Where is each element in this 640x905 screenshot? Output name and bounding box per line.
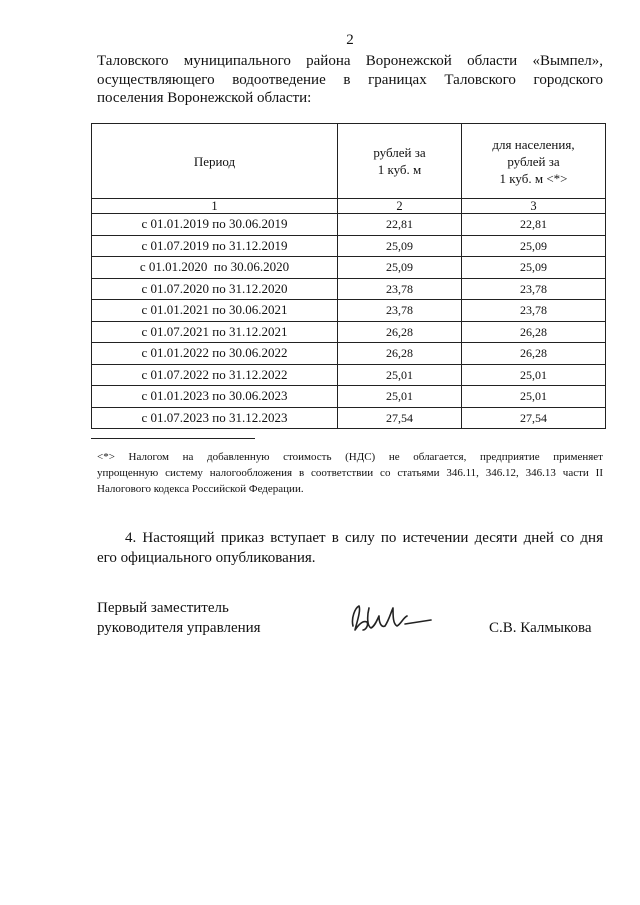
footnote [97, 449, 603, 497]
rate-cell: 26,28 [338, 343, 462, 365]
period-cell: с 01.07.2022 по 31.12.2022 [92, 364, 338, 386]
population-rate-cell: 23,78 [462, 278, 606, 300]
period-cell: с 01.01.2020 по 30.06.2020 [92, 257, 338, 279]
intro-line: осуществляющего водоотведение в границах Таловского городского [97, 71, 603, 88]
rate-cell: 27,54 [338, 407, 462, 429]
header-rate: рублей за 1 куб. м [338, 124, 462, 199]
rate-cell: 25,01 [338, 386, 462, 408]
rate-cell: 25,09 [338, 235, 462, 257]
table-row [92, 300, 606, 322]
population-rate-cell: 25,09 [462, 235, 606, 257]
population-rate-cell: 25,01 [462, 386, 606, 408]
population-rate-cell: 25,09 [462, 257, 606, 279]
footnote-divider [91, 438, 255, 439]
table-row [92, 407, 606, 429]
footnote-line: упрощенную систему налогообложения в соответствии со статьями 346.11, 346.12, 346.13 части II [97, 467, 603, 479]
footnote-line: <*> Налогом на добавленную стоимость (НДС) не облагается, предприятие применяет [97, 451, 603, 463]
handwritten-signature [345, 600, 435, 640]
tariff-table [91, 123, 606, 429]
period-cell: с 01.07.2023 по 31.12.2023 [92, 407, 338, 429]
clause-paragraph [97, 528, 603, 568]
period-cell: с 01.01.2023 по 30.06.2023 [92, 386, 338, 408]
signer-position-line: руководителя управления [97, 620, 261, 636]
table-row [92, 343, 606, 365]
column-number: 3 [462, 199, 606, 214]
population-rate-cell: 26,28 [462, 321, 606, 343]
clause-line: его официального опубликования. [97, 550, 316, 566]
intro-line: Таловского муниципального района Воронежской области «Вымпел», [97, 53, 603, 69]
table-row [92, 278, 606, 300]
population-rate-cell: 26,28 [462, 343, 606, 365]
population-rate-cell: 23,78 [462, 300, 606, 322]
rate-cell: 22,81 [338, 214, 462, 236]
footnote-line: Налогового кодекса Российской Федерации. [97, 483, 304, 495]
period-cell: с 01.01.2022 по 30.06.2022 [92, 343, 338, 365]
rate-cell: 23,78 [338, 278, 462, 300]
column-number: 2 [338, 199, 462, 214]
column-number-row [92, 199, 606, 214]
rate-cell: 23,78 [338, 300, 462, 322]
table-row [92, 257, 606, 279]
table-row [92, 321, 606, 343]
rate-cell: 25,01 [338, 364, 462, 386]
population-rate-cell: 25,01 [462, 364, 606, 386]
period-cell: с 01.07.2021 по 31.12.2021 [92, 321, 338, 343]
period-cell: с 01.01.2019 по 30.06.2019 [92, 214, 338, 236]
table-header-row [92, 124, 606, 199]
rate-cell: 26,28 [338, 321, 462, 343]
period-cell: с 01.07.2020 по 31.12.2020 [92, 278, 338, 300]
intro-paragraph [97, 52, 603, 108]
signer-name: С.В. Калмыкова [489, 620, 592, 636]
clause-line: 4. Настоящий приказ вступает в силу по истечении десяти дней со дня [125, 530, 603, 546]
header-period: Период [92, 124, 338, 199]
population-rate-cell: 27,54 [462, 407, 606, 429]
population-rate-cell: 22,81 [462, 214, 606, 236]
page-number: 2 [346, 32, 354, 48]
signer-position-line: Первый заместитель [97, 600, 229, 616]
header-population-rate: для населения, рублей за 1 куб. м <*> [462, 124, 606, 199]
table-row [92, 364, 606, 386]
rate-cell: 25,09 [338, 257, 462, 279]
period-cell: с 01.07.2019 по 31.12.2019 [92, 235, 338, 257]
table-row [92, 235, 606, 257]
column-number: 1 [92, 199, 338, 214]
table-row [92, 214, 606, 236]
table-row [92, 386, 606, 408]
period-cell: с 01.01.2021 по 30.06.2021 [92, 300, 338, 322]
intro-line: поселения Воронежской области: [97, 90, 312, 106]
signer-position [97, 598, 261, 638]
